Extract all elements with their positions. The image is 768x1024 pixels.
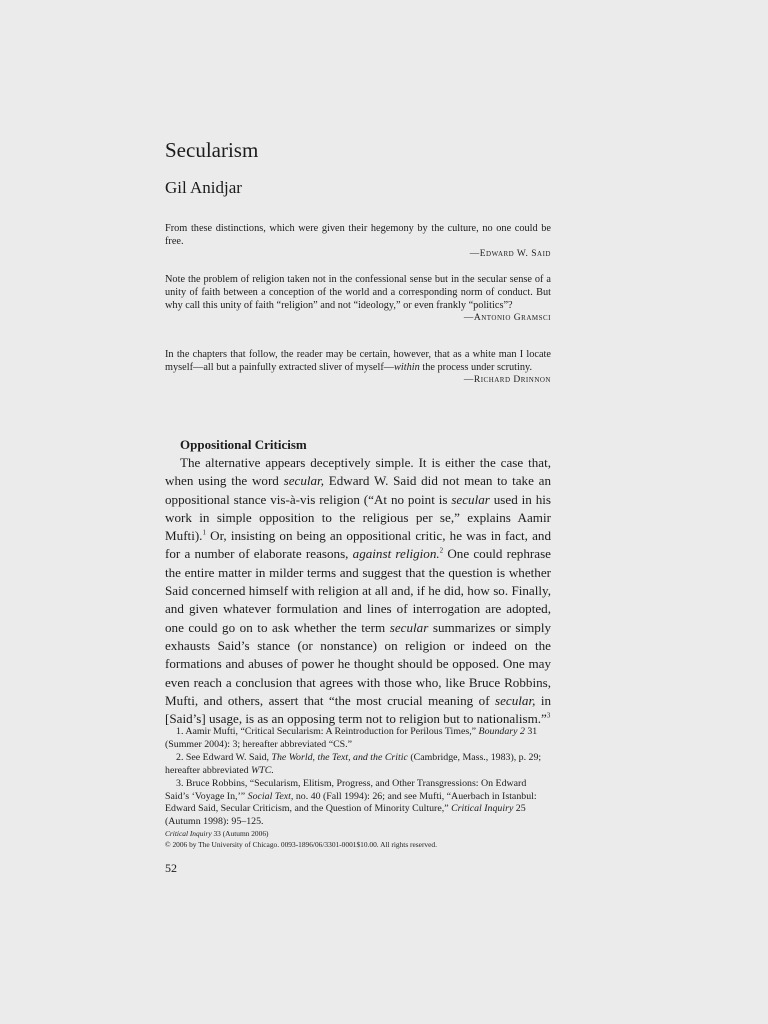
epigraph-source: —Richard Drinnon <box>463 375 551 385</box>
text-run: 31 (Summer 2004): 3; hereafter abbreviated “CS.” <box>165 726 538 750</box>
footnote-ref-2[interactable]: 2 <box>439 547 444 556</box>
issue-info: 33 (Autumn 2006) <box>211 829 269 838</box>
journal-issue <box>165 828 437 839</box>
epigraph-text: In the chapters that follow, the reader may be certain, however, that as a white man I locate myself—all but a painfully extracted sliver of myself— <box>165 349 551 373</box>
italic-run: Social Text, <box>247 790 294 802</box>
article-title: Secularism <box>165 138 259 162</box>
epigraph-source: —Edward W. Said <box>469 249 551 259</box>
epigraph-text-end: the process under scrutiny. <box>419 362 533 373</box>
epigraph-gramsci <box>165 273 551 325</box>
italic-run: WTC. <box>251 764 274 776</box>
italic-run: Critical Inquiry <box>451 803 514 815</box>
text-run: summarizes or simply exhausts Said’s stance (or nonstance) on religion or indeed on the formations and abuses of power he thought should be opposed. One may even reach a conclusion that agrees with those who, like Bruce Robbins, Mufti, and others, assert that “the most crucial meaning of <box>165 619 551 708</box>
text-run: 1. Aamir Mufti, “Critical Secularism: A Reintroduction for Perilous Times,” <box>176 726 479 737</box>
italic-run: secular, <box>283 473 324 489</box>
epigraph-italic: within <box>394 362 420 373</box>
italic-run: Boundary 2 <box>478 726 525 737</box>
text-run: in [Said’s] usage, is as an opposing term not to religion but to nationalism.” <box>165 692 551 727</box>
footnote-3 <box>165 778 551 830</box>
text-run: The alternative appears deceptively simple. It is either the case that, when using the word <box>165 455 551 489</box>
text-run: 3. Bruce Robbins, “Secularism, Elitism, Progress, and Other Transgressions: On Edward Said’s ‘Voyage In,’” <box>165 777 527 802</box>
text-run: 25 (Autumn 1998): 95–125. <box>165 803 526 828</box>
footnote-ref-3[interactable]: 3 <box>546 711 551 720</box>
text-run: no. 40 (Fall 1994): 26; and see Mufti, “Auerbach in Istanbul: Edward Said, Secular Criticism, and the Question of Minority Culture,” <box>165 790 537 815</box>
text-run: One could rephrase the entire matter in milder terms and suggest that the question is whether Said concerned himself with religion at all and, if he did, how so. Finally, and given whatever formulation and lines of interrogation are adopted, one could go on to ask whether the term <box>165 546 551 635</box>
footnote-1 <box>165 726 551 752</box>
body-paragraph <box>165 454 551 728</box>
italic-run: secular <box>389 619 429 635</box>
journal-footer <box>165 828 437 850</box>
copyright-line: © 2006 by The University of Chicago. 0093-1896/06/3301-0001$10.00. All rights reserved. <box>165 840 437 849</box>
italic-run: against religion. <box>352 546 440 562</box>
italic-run: secular, <box>495 692 536 708</box>
article-author: Gil Anidjar <box>165 178 242 197</box>
epigraph-text: From these distinctions, which were given their hegemony by the culture, no one could be free. <box>165 223 551 247</box>
text-run: Or, insisting on being an oppositional critic, he was in fact, and for a number of elaborate reasons, <box>165 528 551 562</box>
section-oppositional-criticism <box>165 436 551 728</box>
text-run: (Cambridge, Mass., 1983), p. 29; hereafter abbreviated <box>165 751 542 776</box>
journal-name: Critical Inquiry <box>165 829 212 838</box>
epigraph-drinnon <box>165 348 551 387</box>
epigraph-source: —Antonio Gramsci <box>463 313 551 323</box>
text-run: used in his work in simple opposition to the religious per se,” explains Aamir Mufti). <box>165 491 551 544</box>
text-run: 2. See Edward W. Said, <box>176 751 272 763</box>
footnotes <box>165 726 551 829</box>
page-number: 52 <box>165 861 177 875</box>
section-heading: Oppositional Criticism <box>180 437 307 452</box>
footnote-ref-1[interactable]: 1 <box>202 528 206 537</box>
epigraph-said <box>165 222 551 261</box>
footnote-2 <box>165 752 551 778</box>
epigraph-text: Note the problem of religion taken not in the confessional sense but in the secular sense of a unity of faith between a conception of the world and a corresponding norm of conduct. But why call this unity of faith “religion” and not “ideology,” or even frankly “politics”? <box>165 274 551 311</box>
italic-run: The World, the Text, and the Critic <box>271 751 408 763</box>
text-run: Edward W. Said did not mean to take an oppositional stance vis-à-vis religion (“At no point is <box>165 473 551 507</box>
italic-run: secular <box>451 491 490 507</box>
